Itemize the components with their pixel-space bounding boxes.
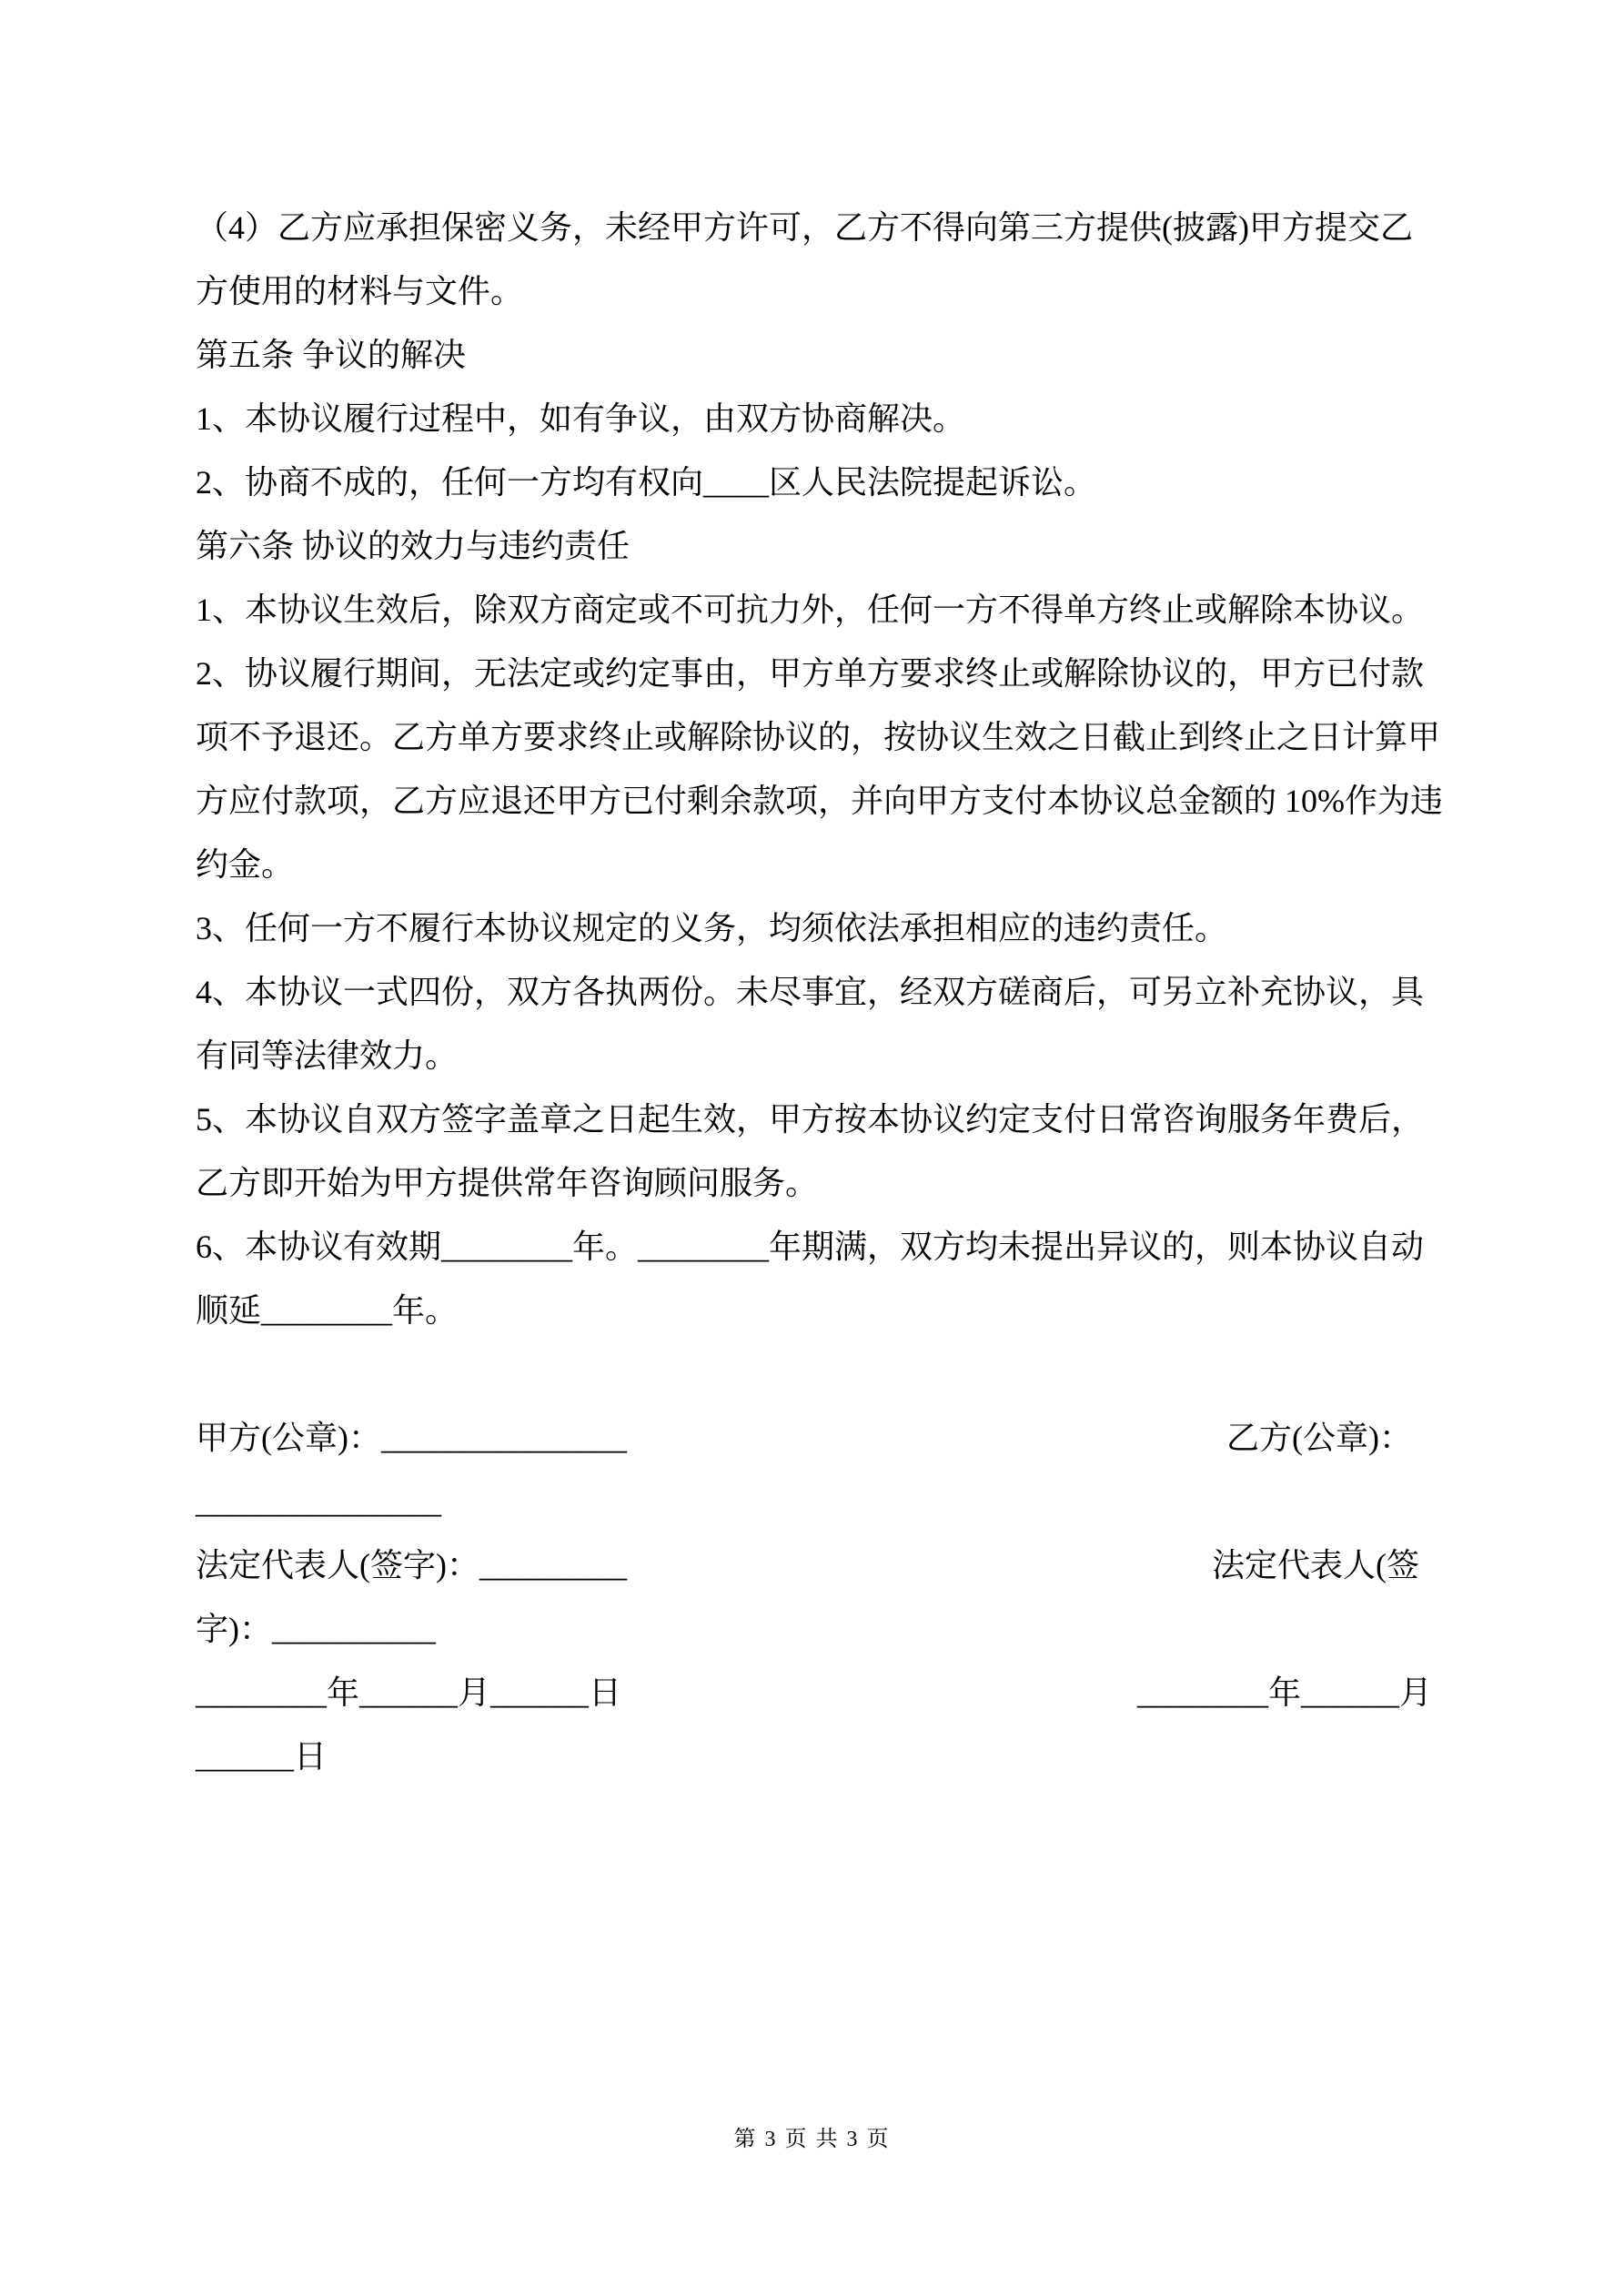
document-line: 顺延________年。: [196, 1292, 459, 1329]
document-line: 项不予退还。乙方单方要求终止或解除协议的，按协议生效之日截止到终止之日计算甲: [196, 719, 1441, 755]
document-body: [196, 196, 1443, 1788]
document-line: 1、本协议生效后，除双方商定或不可抗力外，任何一方不得单方终止或解除本协议。: [196, 592, 1425, 628]
clause-heading: 第六条 协议的效力与违约责任: [196, 528, 630, 564]
signature-row: [196, 1470, 1428, 1533]
party-b-representative-wrap: 字)：__________: [196, 1611, 436, 1647]
document-line: （4）乙方应承担保密义务，未经甲方许可，乙方不得向第三方提供(披露)甲方提交乙: [196, 209, 1413, 246]
document-line: 3、任何一方不履行本协议规定的义务，均须依法承担相应的违约责任。: [196, 910, 1228, 946]
party-a-representative-label: 法定代表人(签字)：_________: [196, 1547, 627, 1583]
signature-row: [196, 1725, 1428, 1788]
document-line: 6、本协议有效期________年。________年期满，双方均未提出异议的，则本协议自动: [196, 1229, 1425, 1265]
clause-heading: 第五条 争议的解决: [196, 337, 467, 373]
document-line: 1、本协议履行过程中，如有争议，由双方协商解决。: [196, 400, 966, 437]
party-b-seal-label: 乙方(公章)：: [1226, 1420, 1412, 1456]
party-a-date-line: ________年______月______日: [196, 1674, 621, 1711]
document-line: 5、本协议自双方签字盖章之日起生效，甲方按本协议约定支付日常咨询服务年费后，: [196, 1101, 1425, 1138]
page-footer: 第 3 页 共 3 页: [733, 2128, 891, 2151]
signature-row: [196, 1533, 1428, 1597]
document-line: 2、协商不成的，任何一方均有权向____区人民法院提起诉讼。: [196, 464, 1097, 501]
document-line: 约金。: [196, 846, 295, 883]
document-line: 方应付款项，乙方应退还甲方已付剩余款项，并向甲方支付本协议总金额的 10%作为违: [196, 783, 1443, 819]
spacer-line: [196, 1342, 1428, 1406]
document-line: 2、协议履行期间，无法定或约定事由，甲方单方要求终止或解除协议的，甲方已付款: [196, 655, 1425, 692]
document-line: 乙方即开始为甲方提供常年咨询顾问服务。: [196, 1165, 819, 1201]
signature-row: [196, 1661, 1432, 1725]
document-line: 有同等法律效力。: [196, 1037, 459, 1074]
party-b-date-wrap: ______日: [196, 1738, 328, 1775]
party-b-representative-label: 法定代表人(签: [1212, 1547, 1419, 1583]
party-b-seal-blank: _______________: [196, 1483, 441, 1520]
signature-row: [196, 1406, 1428, 1470]
document-line: 方使用的材料与文件。: [196, 273, 524, 309]
party-a-seal-label: 甲方(公章)：_______________: [196, 1420, 627, 1456]
party-b-date-line: ________年______月: [1137, 1674, 1432, 1711]
signature-row: [196, 1597, 1428, 1661]
document-line: 4、本协议一式四份，双方各执两份。未尽事宜，经双方磋商后，可另立补充协议，具: [196, 974, 1425, 1010]
